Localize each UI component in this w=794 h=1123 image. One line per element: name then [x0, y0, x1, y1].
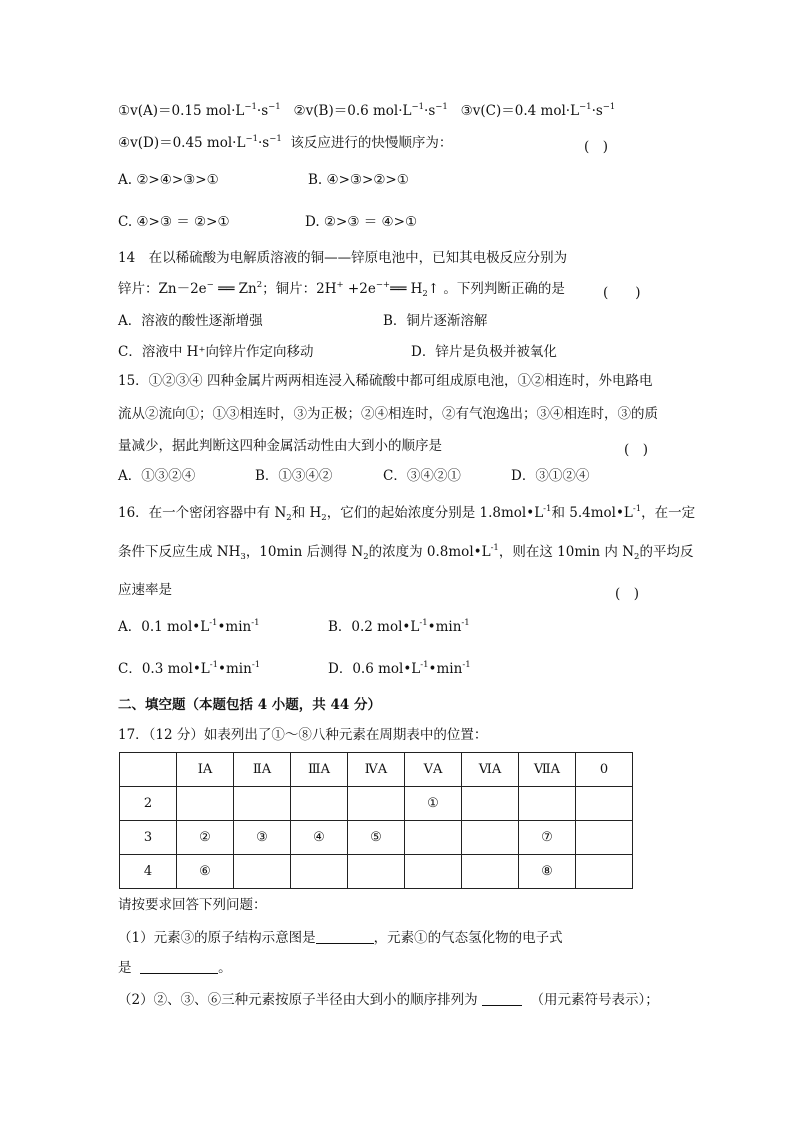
sup: -1 — [490, 543, 499, 553]
rate-d: ④v(D)＝0.45 mol·L — [118, 135, 246, 151]
h2: ══ H — [390, 281, 423, 297]
table-cell: 4 — [120, 855, 177, 889]
table-cell: ① — [405, 787, 462, 821]
text: A．0.1 mol•L — [118, 619, 210, 635]
q13-option-b: B. ④>③>②>① — [308, 172, 409, 188]
q14-option-d: D．锌片是负极并被氧化 — [411, 344, 557, 360]
text: 条件下反应生成 NH — [118, 544, 241, 560]
sup: −1 — [245, 134, 258, 144]
text: •min — [218, 661, 252, 677]
q16-option-a — [118, 617, 260, 639]
unit: ·s — [591, 103, 603, 119]
table-header-row — [120, 753, 633, 787]
table-cell — [576, 855, 633, 889]
text: ，它们的起始浓度分别是 1.8mol•L — [326, 505, 544, 521]
table-cell — [177, 787, 234, 821]
sup: −1 — [269, 134, 282, 144]
table-cell: ② — [177, 821, 234, 855]
table-cell — [576, 821, 633, 855]
table-cell: ⑦ — [519, 821, 576, 855]
unit: ·s — [424, 103, 436, 119]
q17-stem: 17．（12 分）如表列出了①～⑧八种元素在周期表中的位置： — [118, 727, 488, 743]
table-header-cell: ⅦA — [519, 753, 576, 787]
sub: 2 — [286, 513, 292, 523]
q15-option-a: A．①③②④ — [118, 468, 196, 484]
text: 16．在一个密闭容器中有 N — [118, 505, 287, 521]
sup: -1 — [543, 504, 552, 514]
sup: + — [336, 280, 344, 290]
zn-reaction: 锌片：Zn－2e — [118, 281, 207, 297]
sup: −1 — [244, 102, 257, 112]
q14-answer-paren: ( ) — [603, 285, 641, 301]
sup: −1 — [435, 102, 448, 112]
q16-line-3: 应速率是 — [118, 582, 172, 598]
q17-instruction: 请按要求回答下列问题： — [118, 897, 267, 913]
q14-reactions — [118, 279, 565, 301]
q17-part-1-continued — [118, 958, 232, 978]
sub: 2 — [363, 552, 369, 562]
rate-c: ③v(C)＝0.4 mol·L — [460, 103, 580, 119]
sup: -1 — [420, 660, 429, 670]
table-cell: ③ — [234, 821, 291, 855]
text: ，则在这 10min 内 N — [498, 544, 635, 560]
table-cell — [462, 821, 519, 855]
table-header-cell: ⅢA — [291, 753, 348, 787]
sup: -1 — [209, 660, 219, 670]
q13-option-a: A. ②>④>③>① — [118, 172, 219, 188]
table-header-cell: ⅤA — [405, 753, 462, 787]
sup: -1 — [632, 504, 642, 514]
sub: 2 — [634, 552, 640, 562]
electrons: +2e — [347, 281, 376, 297]
sub: 2 — [422, 289, 428, 299]
q13-rates-line-2 — [118, 133, 452, 155]
table-cell — [519, 787, 576, 821]
table-cell: ⑤ — [348, 821, 405, 855]
table-header-cell: 0 — [576, 753, 633, 787]
q15-line-3: 量减少，据此判断这四种金属活动性由大到小的顺序是 — [118, 438, 442, 454]
table-cell: ④ — [291, 821, 348, 855]
sup: −1 — [579, 102, 592, 112]
cu-reaction: ；铜片：2H — [262, 281, 337, 297]
table-cell — [234, 855, 291, 889]
table-cell — [462, 855, 519, 889]
text: C．0.3 mol•L — [118, 661, 210, 677]
q16-line-1 — [118, 503, 695, 525]
q15-line-1: 15．①②③④ 四种金属片两两相连浸入稀硫酸中都可组成原电池，①②相连时，外电路电 — [118, 373, 653, 389]
text: （2）②、③、⑥三种元素按原子半径由大到小的顺序排列为 — [118, 992, 478, 1008]
q14-option-a: A．溶液的酸性逐渐增强 — [118, 313, 263, 329]
table-row — [120, 855, 633, 889]
q13-question: 该反应进行的快慢顺序为： — [290, 135, 453, 151]
text: 的浓度为 0.8mol•L — [368, 544, 491, 560]
table-header-cell: ⅣA — [348, 753, 405, 787]
sup: −+ — [375, 280, 391, 290]
text: ，元素①的气态氢化物的电子式 — [373, 930, 563, 946]
q17-part-2 — [118, 990, 659, 1010]
text: •min — [428, 661, 463, 677]
q14-option-c: C．溶液中 H⁺向锌片作定向移动 — [118, 344, 314, 360]
text: （1）元素③的原子结构示意图是 — [118, 930, 316, 946]
rate-a: ①v(A)＝0.15 mol·L — [118, 103, 245, 119]
table-cell — [348, 787, 405, 821]
sup: −1 — [602, 102, 616, 112]
table-cell — [576, 787, 633, 821]
text: D．0.6 mol•L — [328, 661, 421, 677]
table-header-cell: ⅠA — [177, 753, 234, 787]
table-cell: ⑥ — [177, 855, 234, 889]
answer-blank[interactable] — [316, 929, 374, 944]
table-header-cell: ⅡA — [234, 753, 291, 787]
table-cell — [234, 787, 291, 821]
text: 是 — [118, 960, 132, 976]
q16-option-c — [118, 659, 260, 681]
table-cell — [120, 753, 177, 787]
table-header-cell: ⅥA — [462, 753, 519, 787]
q15-line-2: 流从②流向①；①③相连时，③为正极；②④相连时，②有气泡逸出；③④相连时，③的质 — [118, 406, 658, 422]
answer-blank[interactable] — [482, 991, 522, 1006]
text: B．0.2 mol•L — [328, 619, 420, 635]
sup: − — [206, 280, 214, 290]
answer-blank[interactable] — [140, 959, 218, 974]
section-heading: 二、填空题（本题包括 4 小题，共 44 分） — [118, 697, 381, 713]
sup: -1 — [419, 618, 428, 628]
text: （用元素符号表示）； — [530, 992, 659, 1008]
sup: −1 — [268, 102, 281, 112]
table-cell — [405, 821, 462, 855]
text: ，10min 后测得 N — [245, 544, 364, 560]
text: ，在一定 — [641, 505, 696, 521]
table-row — [120, 821, 633, 855]
text: 和 H — [291, 505, 322, 521]
q14-question: ↑ 。下列判断正确的是 — [427, 281, 565, 297]
sup: -1 — [462, 660, 471, 670]
table-cell — [291, 855, 348, 889]
sup: -1 — [251, 618, 260, 628]
periodic-table — [119, 752, 633, 889]
q17-part-1 — [118, 928, 563, 948]
table-row — [120, 787, 633, 821]
q16-option-b — [328, 617, 470, 639]
table-cell: 2 — [120, 787, 177, 821]
sup: 2 — [256, 280, 263, 290]
table-cell — [405, 855, 462, 889]
sup: -1 — [209, 618, 218, 628]
text: 的平均反 — [639, 544, 694, 560]
table-cell — [462, 787, 519, 821]
q15-option-d: D．③①②④ — [511, 468, 590, 484]
q13-option-c: C. ④>③ ＝ ②>① — [118, 214, 230, 230]
q15-option-c: C．③④②① — [383, 468, 461, 484]
q15-option-b: B．①③④② — [255, 468, 333, 484]
q14-option-b: B．铜片逐渐溶解 — [383, 313, 488, 329]
sub: 3 — [240, 552, 246, 562]
unit: ·s — [257, 135, 270, 151]
q14-stem: 14 在以稀硫酸为电解质溶液的铜——锌原电池中，已知其电极反应分别为 — [118, 250, 568, 266]
sup: -1 — [251, 660, 261, 670]
q15-answer-paren: ( ) — [624, 442, 649, 458]
table-cell — [348, 855, 405, 889]
sup: -1 — [461, 618, 470, 628]
q13-option-d: D. ②>③ ＝ ④>① — [305, 214, 418, 230]
rate-b: ②v(B)＝0.6 mol·L — [293, 103, 412, 119]
text: •min — [427, 619, 462, 635]
q13-rates-line-1 — [118, 101, 615, 123]
q13-answer-paren: ( ) — [584, 139, 609, 155]
unit: ·s — [256, 103, 269, 119]
table-cell — [291, 787, 348, 821]
q16-option-d — [328, 659, 471, 681]
table-cell: 3 — [120, 821, 177, 855]
q16-answer-paren: ( ) — [615, 586, 640, 602]
sub: 2 — [321, 513, 327, 523]
table-cell: ⑧ — [519, 855, 576, 889]
q16-line-2 — [118, 542, 693, 564]
text: •min — [217, 619, 252, 635]
sup: −1 — [411, 102, 425, 112]
zn-product: ══ Zn — [218, 281, 257, 297]
text: 。 — [218, 960, 232, 976]
text: 和 5.4mol•L — [551, 505, 633, 521]
